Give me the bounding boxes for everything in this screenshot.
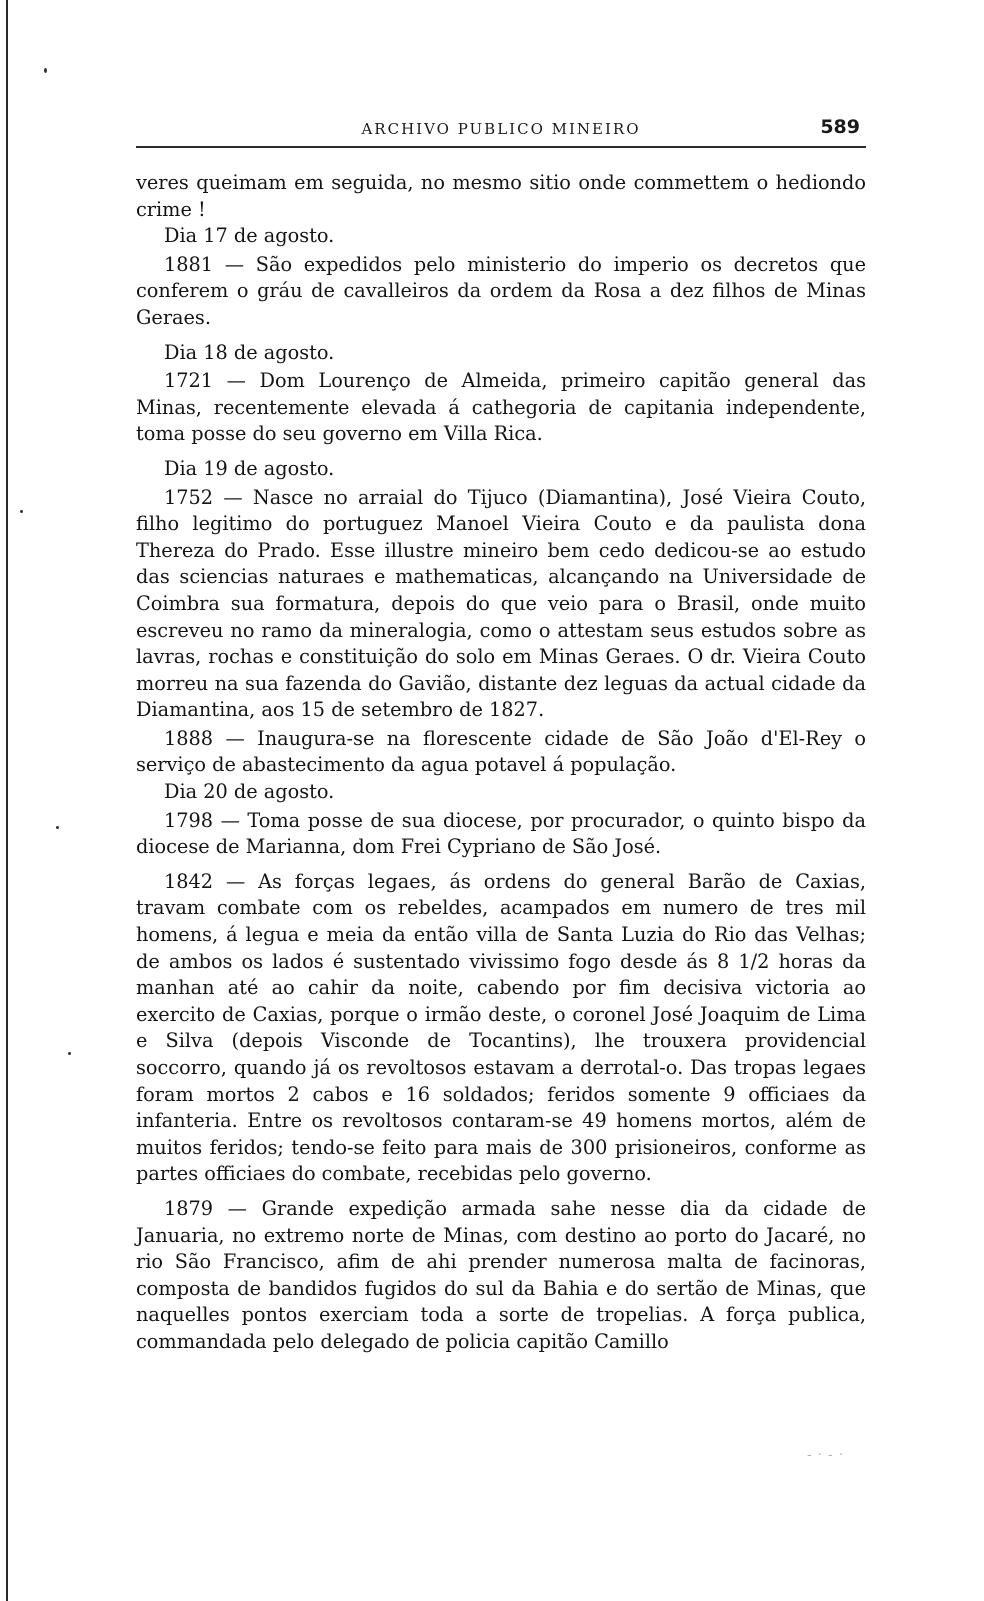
page-number: 589 (820, 116, 860, 138)
scan-speck (56, 826, 59, 829)
date-heading: Dia 17 de agosto. (164, 224, 335, 248)
running-title: ARCHIVO PUBLICO MINEIRO (361, 120, 641, 138)
scan-speck (44, 68, 47, 73)
paragraph-continuation: veres queimam em seguida, no mesmo sitio onde commettem o hediondo crime ! (136, 171, 866, 221)
scan-border-line (6, 0, 8, 1601)
date-heading: Dia 19 de agosto. (164, 456, 335, 480)
scan-speck (20, 510, 23, 513)
running-header (136, 112, 866, 142)
header-rule (136, 146, 866, 148)
chronicle-entry: 1798 — Toma posse de sua diocese, por procurador, o quinto bispo da diocese de Marianna, dom Frei Cypriano de São José. (136, 808, 866, 859)
scan-speck (68, 1052, 71, 1055)
book-page (136, 112, 866, 1356)
date-heading: Dia 20 de agosto. (164, 780, 335, 804)
chronicle-entry: 1879 — Grande expedição armada sahe nesse dia da cidade de Januaria, no extremo norte de Minas, com destino ao porto do Jacaré, no rio São Francisco, afim de ahi prender numerosa malta de facinoras, composta de bandidos fugidos do sul da Bahia e do sertão de Minas, que naquelles pontos exerciam toda a sorte de tropelias. A força publica, commandada pelo delegado de policia capitão Camillo (136, 1196, 866, 1353)
body-text (136, 170, 866, 1356)
scan-smudge: - · ‑ · (806, 1448, 844, 1463)
chronicle-entry: 1752 — Nasce no arraial do Tijuco (Diamantina), José Vieira Couto, filho legitimo do portuguez Manoel Vieira Couto e da paulista dona Thereza do Prado. Esse illustre mineiro bem cedo dedicou-se ao estudo das sciencias naturaes e mathematicas, alcançando na Universidade de Coimbra sua formatura, depois do que veio para o Brasil, onde muito escreveu no ramo da mineralogia, como o attestam seus estudos sobre as lavras, rochas e constituição do solo em Minas Geraes. O dr. Vieira Couto morreu na sua fazenda do Gavião, distante dez leguas da actual cidade da Diamantina, aos 15 de setembro de 1827. (136, 485, 866, 722)
date-heading: Dia 18 de agosto. (164, 340, 335, 364)
chronicle-entry: 1842 — As forças legaes, ás ordens do general Barão de Caxias, travam combate com os rebeldes, acampados em numero de tres mil homens, á legua e meia da então villa de Santa Luzia do Rio das Velhas; de ambos os lados é sustentado vivissimo fogo desde ás 8 1/2 horas da manhan até ao cahir da noite, cabendo por fim decisiva victoria ao exercito de Caxias, porque o irmão deste, o coronel José Joaquim de Lima e Silva (depois Visconde de Tocantins), lhe trouxera providencial soccorro, quando já os revoltosos estavam a derrotal-o. Das tropas legaes foram mortos 2 cabos e 16 soldados; feridos somente 9 officiaes da infanteria. Entre os revoltosos contaram-se 49 homens mortos, além de muitos feridos; tendo-se feito para mais de 300 prisioneiros, conforme as partes officiaes do combate, recebidas pelo governo. (136, 869, 866, 1186)
chronicle-entry: 1888 — Inaugura-se na florescente cidade de São João d'El-Rey o serviço de abastecimento da agua potavel á população. (136, 726, 866, 777)
chronicle-entry: 1881 — São expedidos pelo ministerio do imperio os decretos que conferem o gráu de cavalleiros da ordem da Rosa a dez filhos de Minas Geraes. (136, 252, 866, 329)
chronicle-entry: 1721 — Dom Lourenço de Almeida, primeiro capitão general das Minas, recentemente elevada á cathegoria de capitania independente, toma posse do seu governo em Villa Rica. (136, 369, 866, 446)
